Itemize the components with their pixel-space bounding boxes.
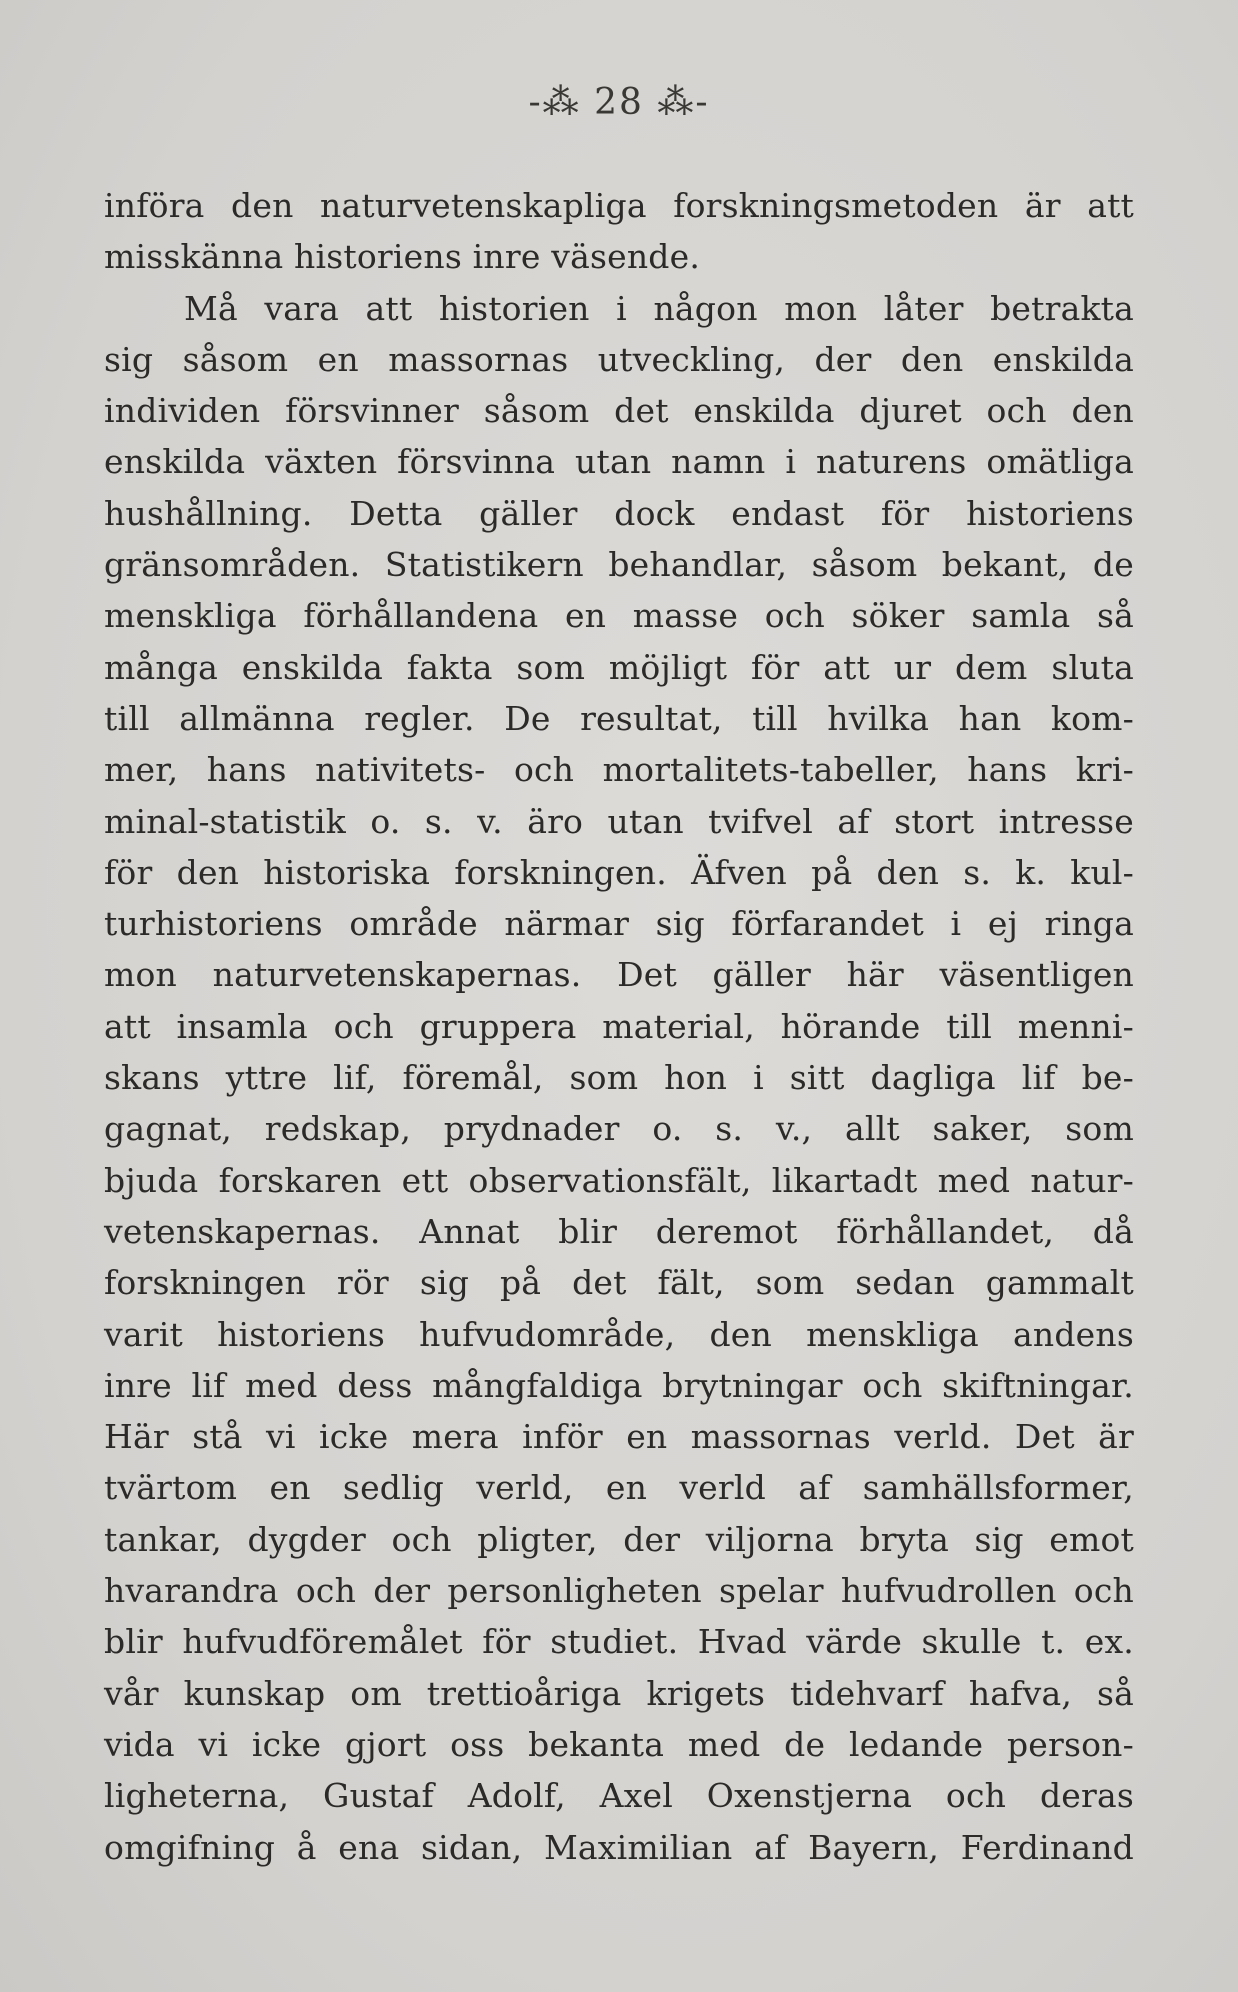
text-line: menskliga förhållandena en masse och söker samla så bbox=[104, 596, 1134, 636]
text-line: hushållning. Detta gäller dock endast för historiens bbox=[104, 493, 1134, 533]
text-line: bjuda forskaren ett observationsfält, likartadt med natur- bbox=[104, 1160, 1134, 1200]
text-line: enskilda växten försvinna utan namn i naturens omätliga bbox=[104, 442, 1134, 482]
text-line: gagnat, redskap, prydnader o. s. v., allt saker, som bbox=[104, 1109, 1134, 1149]
text-line: för den historiska forskningen. Äfven på den s. k. kul- bbox=[104, 852, 1134, 892]
text-line: individen försvinner såsom det enskilda djuret och den bbox=[104, 391, 1134, 431]
text-line: forskningen rör sig på det fält, som sedan gammalt bbox=[104, 1263, 1134, 1303]
text-line: inre lif med dess mångfaldiga brytningar och skiftningar. bbox=[104, 1365, 1134, 1405]
text-line: skans yttre lif, föremål, som hon i sitt dagliga lif be- bbox=[104, 1058, 1134, 1098]
text-line: blir hufvudföremålet för studiet. Hvad värde skulle t. ex. bbox=[104, 1622, 1134, 1662]
text-line: Här stå vi icke mera inför en massornas verld. Det är bbox=[104, 1417, 1134, 1457]
text-line: vetenskapernas. Annat blir deremot förhållandet, då bbox=[104, 1211, 1134, 1251]
text-line: vår kunskap om trettioåriga krigets tidehvarf hafva, så bbox=[104, 1673, 1134, 1713]
text-line: införa den naturvetenskapliga forskningsmetoden är att bbox=[104, 186, 1134, 225]
text-line: minal-statistik o. s. v. äro utan tvifvel af stort intresse bbox=[104, 801, 1134, 841]
text-line: att insamla och gruppera material, hörande till menni- bbox=[104, 1006, 1134, 1046]
text-line: Må vara att historien i någon mon låter betrakta bbox=[184, 288, 1134, 328]
text-line: misskänna historiens inre väsende. bbox=[104, 237, 701, 277]
text-line: ligheterna, Gustaf Adolf, Axel Oxenstjerna och deras bbox=[104, 1776, 1134, 1816]
text-line: mer, hans nativitets- och mortalitets-tabeller, hans kri- bbox=[104, 750, 1134, 790]
page-number-header: -⁂ 28 ⁂- bbox=[528, 82, 710, 123]
text-line: tvärtom en sedlig verld, en verld af samhällsformer, bbox=[104, 1468, 1134, 1508]
text-line: varit historiens hufvudområde, den menskliga andens bbox=[104, 1314, 1134, 1354]
text-line: till allmänna regler. De resultat, till hvilka han kom- bbox=[104, 698, 1134, 738]
text-line: tankar, dygder och pligter, der viljorna bryta sig emot bbox=[104, 1519, 1134, 1559]
text-line: sig såsom en massornas utveckling, der den enskilda bbox=[104, 339, 1134, 379]
text-line: vida vi icke gjort oss bekanta med de ledande person- bbox=[104, 1724, 1134, 1764]
text-line: mon naturvetenskapernas. Det gäller här väsentligen bbox=[104, 955, 1134, 995]
text-line: gränsområden. Statistikern behandlar, såsom bekant, de bbox=[104, 545, 1134, 585]
text-line: omgifning å ena sidan, Maximilian af Bayern, Ferdinand bbox=[104, 1827, 1134, 1867]
text-line: hvarandra och der personligheten spelar hufvudrollen och bbox=[104, 1571, 1134, 1611]
text-line: många enskilda fakta som möjligt för att ur dem sluta bbox=[104, 647, 1134, 687]
text-line: turhistoriens område närmar sig förfarandet i ej ringa bbox=[104, 904, 1134, 944]
body-text bbox=[104, 180, 1134, 1873]
